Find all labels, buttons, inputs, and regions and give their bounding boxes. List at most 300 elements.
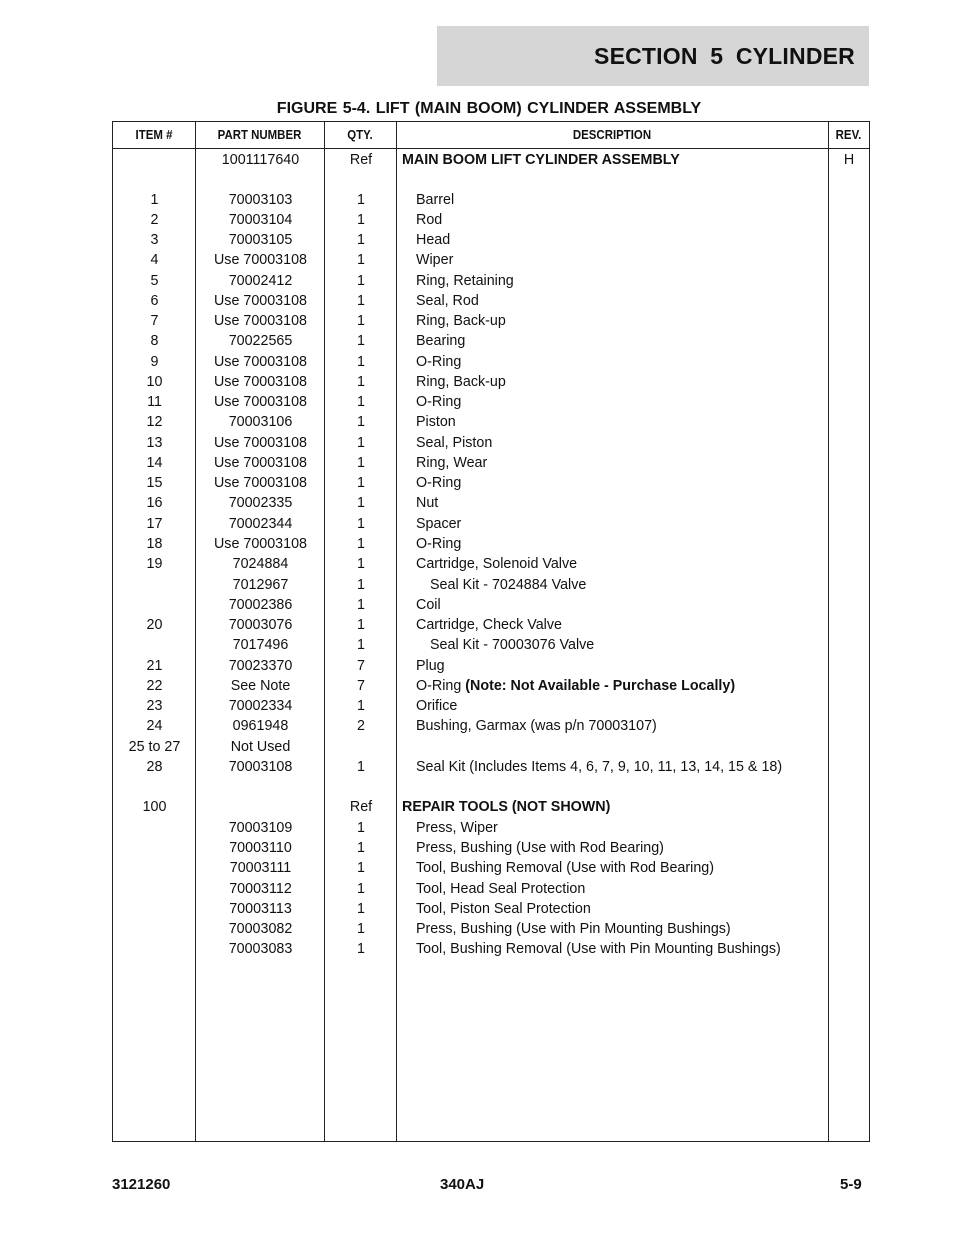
revision: H: [843, 152, 855, 168]
item-number-cell: [113, 291, 196, 311]
quantity-cell: [325, 696, 397, 716]
quantity-cell: [325, 352, 397, 372]
part-number-cell: [196, 635, 325, 655]
description-cell: [402, 676, 841, 696]
description: O-Ring: [416, 536, 462, 552]
description: Rod: [416, 212, 443, 228]
part-number: 70023370: [228, 658, 293, 674]
description-cell: [402, 716, 841, 736]
part-number: 70003108: [228, 759, 293, 775]
description: Tool, Bushing Removal (Use with Pin Mounting Bushings): [416, 941, 781, 957]
footer-doc-number: 3121260: [112, 1176, 171, 1193]
item-number: 3: [150, 232, 159, 248]
quantity-cell: [325, 392, 397, 412]
part-number: 70003076: [228, 617, 293, 633]
quantity: 1: [357, 192, 365, 208]
section-header: [437, 26, 869, 86]
description-cell: [402, 939, 841, 959]
quantity: 1: [357, 495, 365, 511]
item-number: 8: [150, 333, 159, 349]
item-number-cell: [113, 514, 196, 534]
item-number-cell: [113, 412, 196, 432]
description: Tool, Head Seal Protection: [416, 881, 586, 897]
quantity: 1: [357, 435, 365, 451]
part-number-cell: [196, 595, 325, 615]
part-number-cell: [196, 575, 325, 595]
item-number-cell: [113, 473, 196, 493]
description-cell: [402, 534, 841, 554]
quantity-cell: [325, 453, 397, 473]
description-cell: [402, 615, 841, 635]
description: Ring, Back-up: [416, 313, 506, 329]
table-row: [113, 392, 869, 412]
quantity-cell: [325, 797, 397, 817]
quantity: 1: [357, 820, 365, 836]
part-number: 70002334: [228, 698, 293, 714]
section-title: SECTION 5 CYLINDER: [594, 42, 855, 69]
table-row: [113, 453, 869, 473]
part-number-cell: [196, 412, 325, 432]
part-number: 70003106: [228, 414, 293, 430]
header-rev: REV.: [835, 127, 862, 142]
item-number: 10: [146, 374, 163, 390]
description: Wiper: [416, 252, 454, 268]
table-row: [113, 331, 869, 351]
item-number-cell: [113, 433, 196, 453]
description: Nut: [416, 495, 439, 511]
part-number: 70003110: [229, 840, 292, 856]
description: Orifice: [416, 698, 458, 714]
quantity: 1: [357, 414, 365, 430]
quantity: 1: [357, 232, 365, 248]
description-cell: [402, 453, 841, 473]
part-number-cell: [196, 554, 325, 574]
quantity: 1: [357, 293, 365, 309]
table-row: [113, 757, 869, 777]
quantity: 1: [357, 313, 365, 329]
quantity-cell: [325, 311, 397, 331]
table-row: [113, 554, 869, 574]
part-number: Use 70003108: [213, 435, 307, 451]
description-cell: [402, 575, 855, 595]
quantity-cell: [325, 818, 397, 838]
table-row: [113, 271, 869, 291]
table-row: [113, 433, 869, 453]
part-number: 70002344: [228, 516, 293, 532]
part-number: Use 70003108: [213, 394, 307, 410]
part-number: 7024884: [232, 556, 289, 572]
part-number: 70003112: [229, 881, 292, 897]
part-number: 1001117640: [221, 152, 300, 168]
description: Cartridge, Check Valve: [416, 617, 562, 633]
quantity-cell: [325, 493, 397, 513]
item-number-cell: [113, 210, 196, 230]
item-number: 4: [150, 252, 159, 268]
description-cell: [402, 919, 841, 939]
item-number: 22: [146, 678, 163, 694]
description-cell: [402, 150, 827, 170]
table-row: [113, 493, 869, 513]
part-number-cell: [196, 919, 325, 939]
part-number-cell: [196, 514, 325, 534]
item-number-cell: [113, 554, 196, 574]
description-cell: [402, 554, 841, 574]
header-qty: QTY.: [347, 127, 373, 142]
description: Press, Bushing (Use with Pin Mounting Bushings): [416, 921, 731, 937]
part-number-cell: [196, 331, 325, 351]
item-number-cell: [113, 676, 196, 696]
item-number-cell: [113, 453, 196, 473]
quantity-cell: [325, 879, 397, 899]
part-number-cell: [196, 696, 325, 716]
quantity-cell: [325, 838, 397, 858]
description-cell: [402, 433, 841, 453]
description-cell: [402, 392, 841, 412]
description: Cartridge, Solenoid Valve: [416, 556, 578, 572]
item-number: 16: [146, 495, 163, 511]
table-row: [113, 879, 869, 899]
quantity-cell: [325, 939, 397, 959]
description: O-Ring: [416, 678, 466, 694]
quantity-cell: [325, 190, 397, 210]
description-cell: [402, 899, 841, 919]
quantity: Ref: [349, 799, 373, 815]
part-number-cell: [196, 473, 325, 493]
part-number: Use 70003108: [213, 455, 307, 471]
availability-note: (Note: Not Available - Purchase Locally): [465, 678, 736, 694]
part-number-cell: [196, 493, 325, 513]
part-number: 70003109: [228, 820, 293, 836]
part-number: 70003083: [228, 941, 293, 957]
table-row: [113, 919, 869, 939]
quantity: 1: [357, 354, 365, 370]
revision-cell: [829, 150, 869, 170]
quantity: 1: [357, 536, 365, 552]
table-row: [113, 514, 869, 534]
description-cell: [402, 879, 841, 899]
part-number-cell: [196, 939, 325, 959]
part-number: 70003104: [228, 212, 293, 228]
item-number: 24: [146, 718, 163, 734]
description: O-Ring: [416, 354, 462, 370]
part-number: 70002335: [228, 495, 293, 511]
description-cell: [402, 858, 841, 878]
quantity-cell: [325, 575, 397, 595]
part-number: 70003105: [228, 232, 293, 248]
part-number: 70002386: [228, 597, 293, 613]
item-number: 17: [146, 516, 163, 532]
description: Press, Bushing (Use with Rod Bearing): [416, 840, 664, 856]
description: Seal Kit - 70003076 Valve: [430, 637, 595, 653]
table-row: [113, 473, 869, 493]
part-number-cell: [196, 676, 325, 696]
part-number-cell: [196, 818, 325, 838]
table-row: [113, 797, 869, 817]
quantity-cell: [325, 858, 397, 878]
part-number-cell: [196, 291, 325, 311]
part-number-cell: [196, 311, 325, 331]
quantity-cell: [325, 210, 397, 230]
quantity: Ref: [349, 152, 373, 168]
description-cell: [402, 352, 841, 372]
table-row: [113, 210, 869, 230]
part-number: See Note: [230, 678, 291, 694]
description: Press, Wiper: [416, 820, 498, 836]
part-number: Use 70003108: [213, 475, 307, 491]
quantity: 1: [357, 840, 365, 856]
item-number-cell: [113, 797, 196, 817]
quantity: 2: [357, 718, 365, 734]
item-number-cell: [113, 311, 196, 331]
description-cell: [402, 372, 841, 392]
description-cell: [402, 473, 841, 493]
part-number: 70003111: [229, 860, 292, 876]
description-cell: [402, 210, 841, 230]
quantity: 1: [357, 921, 365, 937]
table-row: [113, 150, 869, 170]
figure-title: FIGURE 5-4. LIFT (MAIN BOOM) CYLINDER ASSEMBLY: [276, 100, 702, 117]
quantity-cell: [325, 250, 397, 270]
footer-page-number: 5-9: [840, 1176, 862, 1193]
part-number: Use 70003108: [213, 252, 307, 268]
part-number-cell: [196, 372, 325, 392]
part-number-cell: [196, 858, 325, 878]
description: Bushing, Garmax (was p/n 70003107): [416, 718, 657, 734]
item-number: 18: [146, 536, 163, 552]
quantity: 1: [357, 860, 365, 876]
item-number-cell: [113, 737, 196, 757]
quantity: 7: [357, 658, 365, 674]
item-number: 9: [150, 354, 159, 370]
item-number-cell: [113, 271, 196, 291]
table-row: [113, 838, 869, 858]
quantity: 1: [357, 273, 365, 289]
quantity-cell: [325, 514, 397, 534]
quantity-cell: [325, 230, 397, 250]
item-number-cell: [113, 757, 196, 777]
description-cell: [402, 635, 855, 655]
item-number: 1: [150, 192, 159, 208]
quantity: 1: [357, 901, 365, 917]
description: Seal Kit (Includes Items 4, 6, 7, 9, 10, 11, 13, 14, 15 & 18): [416, 759, 783, 775]
table-row: [113, 696, 869, 716]
item-number: 11: [147, 394, 162, 410]
header-part-number: PART NUMBER: [217, 127, 302, 142]
item-number: 5: [150, 273, 159, 289]
description: MAIN BOOM LIFT CYLINDER ASSEMBLY: [402, 152, 680, 168]
quantity-cell: [325, 534, 397, 554]
part-number: 70003103: [228, 192, 293, 208]
quantity: 1: [357, 698, 365, 714]
quantity-cell: [325, 271, 397, 291]
part-number: Use 70003108: [213, 293, 307, 309]
part-number: 0961948: [232, 718, 289, 734]
quantity: 1: [357, 516, 365, 532]
description: Ring, Wear: [416, 455, 488, 471]
item-number-cell: [113, 615, 196, 635]
part-number-cell: [196, 615, 325, 635]
table-row: [113, 818, 869, 838]
description: Tool, Piston Seal Protection: [416, 901, 591, 917]
part-number: Use 70003108: [213, 354, 307, 370]
item-number: 6: [150, 293, 159, 309]
table-row: [113, 250, 869, 270]
quantity: 1: [357, 881, 365, 897]
table-row: [113, 656, 869, 676]
header-divider: [113, 148, 869, 149]
table-row: [113, 291, 869, 311]
quantity-cell: [325, 676, 397, 696]
part-number-cell: [196, 899, 325, 919]
quantity: 1: [357, 374, 365, 390]
description: Ring, Back-up: [416, 374, 506, 390]
item-number-cell: [113, 230, 196, 250]
item-number: 20: [146, 617, 163, 633]
description-cell: [402, 291, 841, 311]
item-number-cell: [113, 534, 196, 554]
table-row: [113, 190, 869, 210]
quantity: 1: [357, 475, 365, 491]
table-row: [113, 230, 869, 250]
item-number-cell: [113, 352, 196, 372]
part-number-cell: [196, 210, 325, 230]
description-cell: [402, 797, 827, 817]
quantity: 1: [357, 941, 365, 957]
parts-table: [112, 121, 870, 1142]
item-number: 14: [146, 455, 163, 471]
quantity-cell: [325, 291, 397, 311]
description: Tool, Bushing Removal (Use with Rod Bearing): [416, 860, 714, 876]
part-number-cell: [196, 250, 325, 270]
item-number: 23: [146, 698, 163, 714]
item-number-cell: [113, 392, 196, 412]
description-cell: [402, 757, 841, 777]
item-number: 25 to 27: [128, 739, 181, 755]
item-number-cell: [113, 696, 196, 716]
description-cell: [402, 656, 841, 676]
description-cell: [402, 331, 841, 351]
quantity: 1: [357, 556, 365, 572]
item-number: 12: [146, 414, 163, 430]
quantity-cell: [325, 412, 397, 432]
quantity-cell: [325, 473, 397, 493]
quantity-cell: [325, 899, 397, 919]
description-cell: [402, 250, 841, 270]
description: Coil: [416, 597, 441, 613]
item-number-cell: [113, 190, 196, 210]
quantity-cell: [325, 919, 397, 939]
part-number-cell: [196, 656, 325, 676]
item-number: 7: [150, 313, 159, 329]
description: Seal Kit - 7024884 Valve: [430, 577, 587, 593]
quantity: 1: [357, 394, 365, 410]
item-number: 21: [146, 658, 163, 674]
quantity: 1: [357, 252, 365, 268]
part-number-cell: [196, 737, 325, 757]
part-number: 7017496: [232, 637, 289, 653]
description-cell: [402, 271, 841, 291]
quantity-cell: [325, 372, 397, 392]
description-cell: [402, 190, 841, 210]
quantity-cell: [325, 595, 397, 615]
part-number: Use 70003108: [213, 536, 307, 552]
part-number-cell: [196, 392, 325, 412]
table-row: [113, 595, 869, 615]
part-number: Not Used: [230, 739, 291, 755]
item-number-cell: [113, 716, 196, 736]
item-number: 2: [150, 212, 159, 228]
description-cell: [402, 838, 841, 858]
description: Bearing: [416, 333, 466, 349]
header-description: DESCRIPTION: [572, 127, 652, 142]
description: O-Ring: [416, 394, 462, 410]
item-number: 19: [146, 556, 163, 572]
description-cell: [402, 412, 841, 432]
quantity-cell: [325, 656, 397, 676]
description: Plug: [416, 658, 445, 674]
part-number-cell: [196, 716, 325, 736]
description: Piston: [416, 414, 456, 430]
part-number: 70002412: [228, 273, 293, 289]
part-number: Use 70003108: [213, 313, 307, 329]
table-row: [113, 534, 869, 554]
description-cell: [402, 514, 841, 534]
table-row: [113, 716, 869, 736]
item-number: 28: [146, 759, 163, 775]
quantity-cell: [325, 433, 397, 453]
quantity-cell: [325, 150, 397, 170]
quantity-cell: [325, 716, 397, 736]
item-number: 100: [142, 799, 167, 815]
quantity: 7: [357, 678, 365, 694]
quantity: 1: [357, 455, 365, 471]
description-cell: [402, 311, 841, 331]
description: Seal, Rod: [416, 293, 479, 309]
part-number-cell: [196, 757, 325, 777]
item-number-cell: [113, 656, 196, 676]
description: REPAIR TOOLS (NOT SHOWN): [402, 799, 611, 815]
quantity: 1: [357, 637, 365, 653]
part-number: 7012967: [232, 577, 289, 593]
quantity-cell: [325, 635, 397, 655]
description-cell: [402, 696, 841, 716]
description-cell: [402, 493, 841, 513]
table-row: [113, 635, 869, 655]
quantity: 1: [357, 212, 365, 228]
part-number-cell: [196, 879, 325, 899]
table-row: [113, 575, 869, 595]
description: O-Ring: [416, 475, 462, 491]
description: Head: [416, 232, 451, 248]
description: Seal, Piston: [416, 435, 493, 451]
header-item: ITEM #: [135, 127, 173, 142]
table-row: [113, 615, 869, 635]
table-row: [113, 899, 869, 919]
quantity-cell: [325, 757, 397, 777]
part-number-cell: [196, 230, 325, 250]
description: Spacer: [416, 516, 462, 532]
quantity: 1: [357, 597, 365, 613]
item-number-cell: [113, 493, 196, 513]
quantity-cell: [325, 615, 397, 635]
part-number-cell: [196, 190, 325, 210]
part-number: 70003082: [228, 921, 293, 937]
quantity: 1: [357, 333, 365, 349]
description-cell: [402, 818, 841, 838]
quantity: 1: [357, 577, 365, 593]
description: Barrel: [416, 192, 455, 208]
part-number-cell: [196, 433, 325, 453]
